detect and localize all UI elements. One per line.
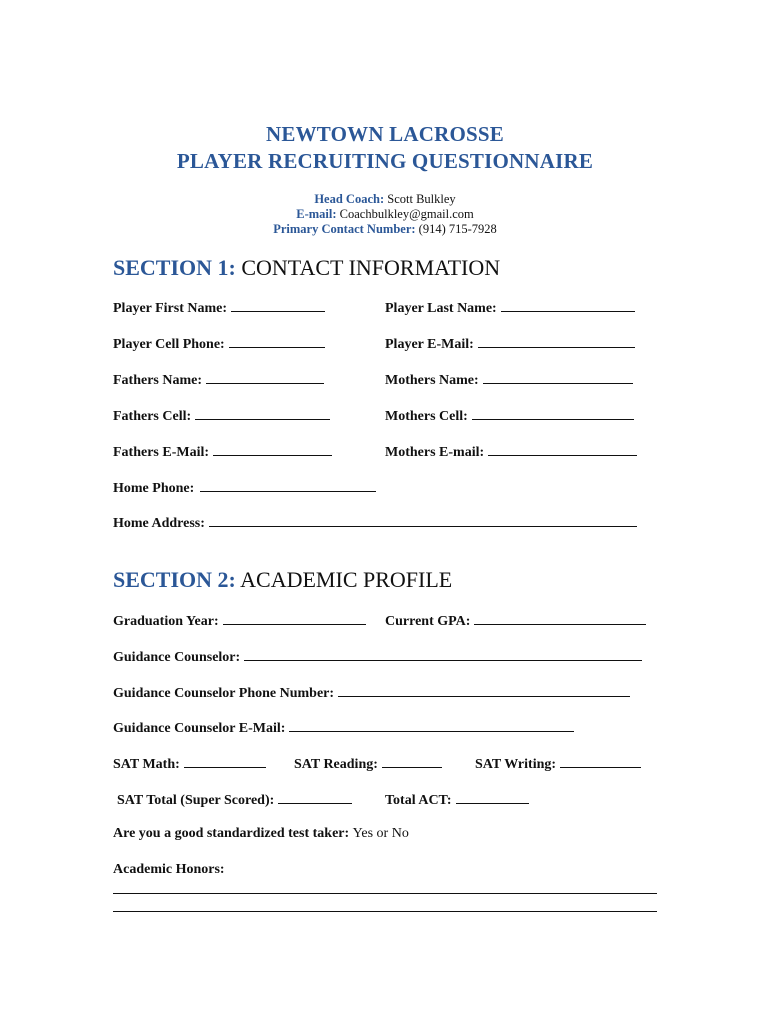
home-address-label: Home Address:	[113, 516, 205, 531]
mothers-email-label: Mothers E-mail:	[385, 445, 485, 460]
home-phone-field	[113, 479, 376, 497]
guidance-email-field	[113, 719, 574, 737]
sat-writing-field	[475, 755, 641, 773]
head-coach-value: Scott Bulkley	[387, 192, 456, 206]
email-value: Coachbulkley@gmail.com	[339, 207, 474, 221]
sat-total-input[interactable]	[278, 791, 352, 804]
fathers-email-input[interactable]	[213, 443, 332, 456]
mothers-name-field	[385, 371, 633, 389]
test-taker-label: Are you a good standardized test taker:	[113, 826, 350, 841]
guidance-email-input[interactable]	[289, 719, 574, 732]
guidance-phone-field	[113, 684, 630, 702]
guidance-phone-input[interactable]	[338, 684, 630, 697]
fathers-cell-input[interactable]	[195, 407, 330, 420]
home-address-input[interactable]	[209, 514, 637, 527]
graduation-year-field	[113, 612, 366, 630]
section-1-title: CONTACT INFORMATION	[241, 255, 501, 280]
sat-total-label: SAT Total (Super Scored):	[117, 793, 275, 808]
head-coach-label: Head Coach:	[314, 192, 385, 206]
home-phone-label: Home Phone:	[113, 481, 195, 496]
guidance-email-label: Guidance Counselor E-Mail:	[113, 721, 286, 736]
mothers-cell-field	[385, 407, 634, 425]
player-cell-phone-input[interactable]	[229, 335, 325, 348]
current-gpa-field	[385, 612, 646, 630]
section-2-heading	[113, 567, 452, 593]
player-email-label: Player E-Mail:	[385, 337, 474, 352]
mothers-cell-label: Mothers Cell:	[385, 409, 468, 424]
home-phone-input[interactable]	[200, 479, 376, 492]
test-taker-options[interactable]: Yes or No	[352, 826, 409, 841]
test-taker-question	[113, 826, 409, 842]
player-last-name-input[interactable]	[501, 299, 635, 312]
fathers-name-field	[113, 371, 324, 389]
fathers-email-field	[113, 443, 332, 461]
sat-reading-field	[294, 755, 442, 773]
home-address-field	[113, 514, 637, 532]
guidance-counselor-label: Guidance Counselor:	[113, 650, 241, 665]
total-act-input[interactable]	[456, 791, 529, 804]
guidance-phone-label: Guidance Counselor Phone Number:	[113, 686, 335, 701]
mothers-email-field	[385, 443, 637, 461]
current-gpa-input[interactable]	[474, 612, 646, 625]
section-2-title: ACADEMIC PROFILE	[240, 567, 453, 592]
player-cell-phone-label: Player Cell Phone:	[113, 337, 225, 352]
form-title: NEWTOWN LACROSSE	[266, 122, 504, 146]
academic-honors-field	[113, 862, 225, 878]
mothers-name-label: Mothers Name:	[385, 373, 479, 388]
email-label: E-mail:	[296, 207, 337, 221]
mothers-name-input[interactable]	[483, 371, 633, 384]
contact-number-label: Primary Contact Number:	[273, 222, 416, 236]
sat-reading-input[interactable]	[382, 755, 442, 768]
total-act-label: Total ACT:	[385, 793, 452, 808]
sat-math-field	[113, 755, 266, 773]
player-email-input[interactable]	[478, 335, 635, 348]
fathers-name-label: Fathers Name:	[113, 373, 203, 388]
sat-total-field	[117, 791, 352, 809]
guidance-counselor-input[interactable]	[244, 648, 642, 661]
sat-writing-label: SAT Writing:	[475, 757, 557, 772]
form-subtitle: PLAYER RECRUITING QUESTIONNAIRE	[176, 149, 594, 173]
academic-honors-line-2[interactable]	[113, 911, 657, 912]
academic-honors-label: Academic Honors:	[113, 862, 225, 877]
sat-math-input[interactable]	[184, 755, 266, 768]
fathers-cell-field	[113, 407, 330, 425]
email-line	[0, 207, 770, 222]
guidance-counselor-field	[113, 648, 642, 666]
mothers-cell-input[interactable]	[472, 407, 634, 420]
sat-writing-input[interactable]	[560, 755, 641, 768]
fathers-cell-label: Fathers Cell:	[113, 409, 192, 424]
academic-honors-line-1[interactable]	[113, 893, 657, 894]
section-1-number: SECTION 1:	[113, 255, 236, 280]
graduation-year-label: Graduation Year:	[113, 614, 219, 629]
head-coach-line	[0, 192, 770, 207]
sat-reading-label: SAT Reading:	[294, 757, 378, 772]
player-first-name-input[interactable]	[231, 299, 325, 312]
sat-math-label: SAT Math:	[113, 757, 180, 772]
player-first-name-field	[113, 299, 325, 317]
section-2-number: SECTION 2:	[113, 567, 236, 592]
fathers-email-label: Fathers E-Mail:	[113, 445, 210, 460]
section-1-heading	[113, 255, 500, 281]
player-email-field	[385, 335, 635, 353]
player-cell-phone-field	[113, 335, 325, 353]
total-act-field	[385, 791, 529, 809]
contact-number-line	[0, 222, 770, 237]
player-first-name-label: Player First Name:	[113, 301, 228, 316]
fathers-name-input[interactable]	[206, 371, 324, 384]
contact-number-value: (914) 715-7928	[418, 222, 497, 236]
mothers-email-input[interactable]	[488, 443, 637, 456]
current-gpa-label: Current GPA:	[385, 614, 471, 629]
graduation-year-input[interactable]	[223, 612, 366, 625]
player-last-name-field	[385, 299, 635, 317]
player-last-name-label: Player Last Name:	[385, 301, 497, 316]
